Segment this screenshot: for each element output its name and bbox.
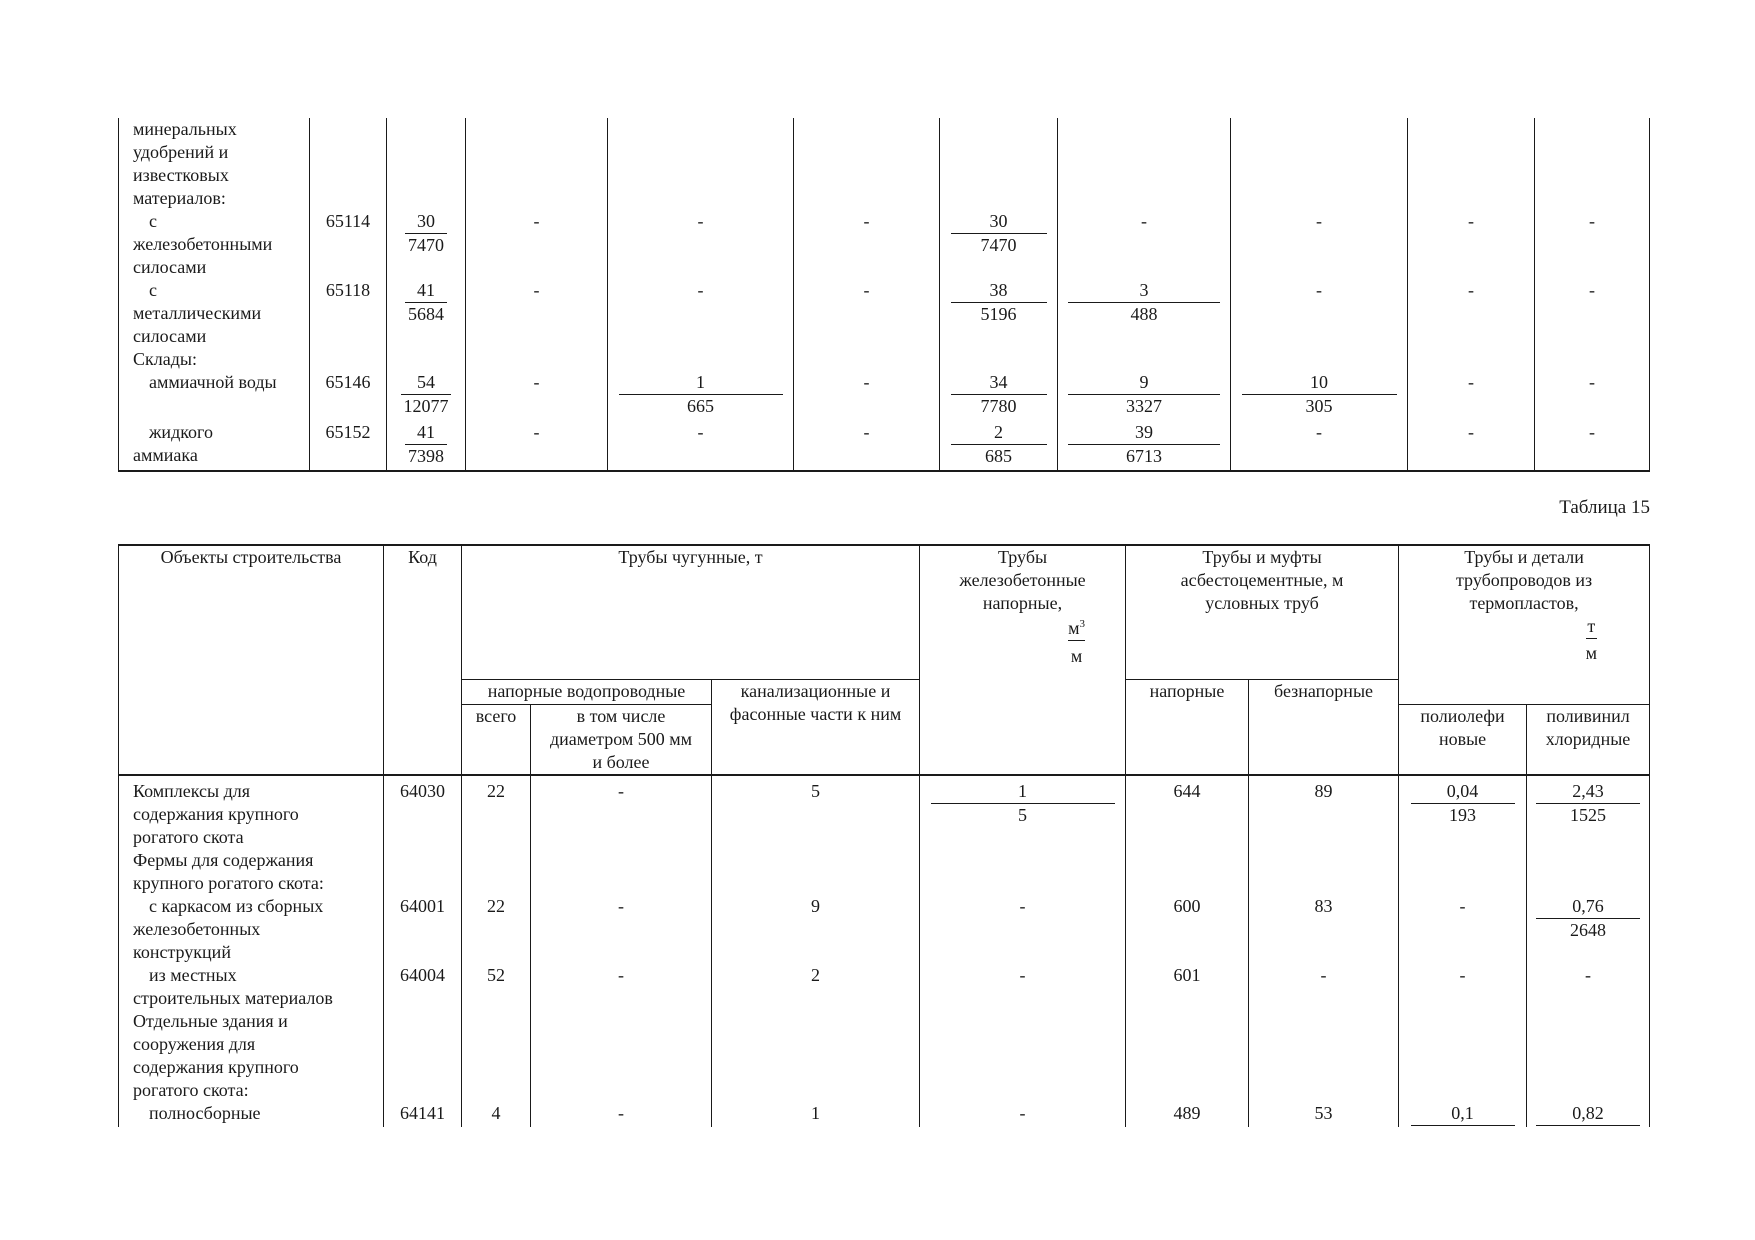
code-cell: 65114 bbox=[310, 210, 387, 279]
row-name: Склады: bbox=[119, 348, 310, 371]
value-cell: - bbox=[466, 371, 608, 421]
table-row bbox=[119, 849, 1650, 895]
table-row bbox=[119, 1102, 1650, 1127]
value-cell: 5 bbox=[712, 775, 920, 849]
row-name: Отдельные здания и сооружения для содержания крупного рогатого скота: bbox=[119, 1010, 384, 1102]
value-cell: - bbox=[1058, 210, 1231, 279]
value-cell: 4 bbox=[462, 1102, 531, 1127]
fraction-cell: 1 665 bbox=[619, 371, 783, 418]
fraction-cell: 9 3327 bbox=[1068, 371, 1220, 418]
fraction-cell: 0,1 bbox=[1411, 1102, 1515, 1126]
header-incl-500: в том числе диаметром 500 мм и более bbox=[531, 704, 712, 775]
table-row bbox=[119, 118, 1650, 210]
header-non-pressure: безнапорные bbox=[1249, 679, 1399, 775]
row-name: с каркасом из сборных железобетонных конструкций bbox=[119, 895, 384, 964]
value-cell: - bbox=[794, 421, 940, 471]
fraction-cell: 34 7780 bbox=[951, 371, 1047, 418]
row-name: полносборные bbox=[119, 1102, 384, 1127]
row-name: Фермы для содержания крупного рогатого скота: bbox=[119, 849, 384, 895]
row-name: минеральных удобрений и известковых материалов: bbox=[119, 118, 310, 210]
value-cell: - bbox=[466, 210, 608, 279]
header-objects: Объекты строительства bbox=[119, 545, 384, 775]
value-cell: - bbox=[1535, 371, 1650, 421]
value-cell: - bbox=[531, 1102, 712, 1127]
code-cell: 64030 bbox=[384, 775, 462, 849]
value-cell: - bbox=[466, 421, 608, 471]
table-row bbox=[119, 775, 1650, 849]
rc-unit: $\frac{м^3}{м}$ bbox=[1068, 618, 1086, 666]
table-row bbox=[119, 895, 1650, 964]
code-cell: 65146 bbox=[310, 371, 387, 421]
value-cell: 601 bbox=[1126, 964, 1249, 1010]
table-row bbox=[119, 1010, 1650, 1102]
header-code: Код bbox=[384, 545, 462, 775]
value-cell: - bbox=[1535, 210, 1650, 279]
value-cell: 2 bbox=[712, 964, 920, 1010]
table-row bbox=[119, 371, 1650, 421]
fraction-cell: 30 7470 bbox=[951, 210, 1047, 257]
value-cell: 600 bbox=[1126, 895, 1249, 964]
value-cell: - bbox=[794, 279, 940, 348]
value-cell: - bbox=[794, 371, 940, 421]
value-cell: - bbox=[608, 210, 794, 279]
value-cell: - bbox=[531, 895, 712, 964]
fraction-cell: 1 5 bbox=[931, 780, 1115, 827]
fraction-cell: 10 305 bbox=[1242, 371, 1397, 418]
row-name: из местных строительных материалов bbox=[119, 964, 384, 1010]
value-cell: 83 bbox=[1249, 895, 1399, 964]
table-row bbox=[119, 348, 1650, 371]
value-cell: 489 bbox=[1126, 1102, 1249, 1127]
fraction-cell: 41 7398 bbox=[405, 421, 447, 468]
value-cell: - bbox=[531, 964, 712, 1010]
value-cell: 1 bbox=[712, 1102, 920, 1127]
fraction-cell: 39 6713 bbox=[1068, 421, 1220, 468]
value-cell: - bbox=[1535, 421, 1650, 471]
code-cell: 64141 bbox=[384, 1102, 462, 1127]
value-cell: - bbox=[1527, 964, 1650, 1010]
code-cell: 64004 bbox=[384, 964, 462, 1010]
value-cell: - bbox=[1399, 964, 1527, 1010]
value-cell: 53 bbox=[1249, 1102, 1399, 1127]
value-cell: 644 bbox=[1126, 775, 1249, 849]
fraction-cell: 54 12077 bbox=[401, 371, 451, 418]
value-cell: - bbox=[1231, 421, 1408, 471]
code-cell: 64001 bbox=[384, 895, 462, 964]
value-cell: - bbox=[1408, 421, 1535, 471]
table-row bbox=[119, 279, 1650, 348]
value-cell: 22 bbox=[462, 895, 531, 964]
continued-table bbox=[118, 118, 1650, 472]
value-cell: - bbox=[1535, 279, 1650, 348]
row-name: с металлическими силосами bbox=[119, 279, 310, 348]
header-pressure-water: напорные водопроводные bbox=[462, 679, 712, 704]
value-cell: 9 bbox=[712, 895, 920, 964]
value-cell: - bbox=[1408, 279, 1535, 348]
value-cell: - bbox=[920, 964, 1126, 1010]
row-name: жидкого аммиака bbox=[119, 421, 310, 471]
value-cell: - bbox=[1249, 964, 1399, 1010]
value-cell: - bbox=[920, 1102, 1126, 1127]
value-cell: - bbox=[1408, 210, 1535, 279]
fraction-cell: 41 5684 bbox=[405, 279, 447, 326]
code-cell: 65152 bbox=[310, 421, 387, 471]
fraction-cell: 0,76 2648 bbox=[1536, 895, 1640, 942]
table-15 bbox=[118, 544, 1650, 1127]
fraction-cell: 3 488 bbox=[1068, 279, 1220, 326]
header-row bbox=[119, 545, 1650, 679]
header-pressure: напорные bbox=[1126, 679, 1249, 775]
value-cell: - bbox=[1399, 895, 1527, 964]
value-cell: - bbox=[531, 775, 712, 849]
table-caption: Таблица 15 bbox=[1559, 497, 1650, 518]
header-pvc: поливинил хлоридные bbox=[1527, 704, 1650, 775]
value-cell: - bbox=[1408, 371, 1535, 421]
fraction-cell: 0,82 bbox=[1536, 1102, 1640, 1126]
row-name: с железобетонными силосами bbox=[119, 210, 310, 279]
fraction-cell: 2 685 bbox=[951, 421, 1047, 468]
header-thermo: Трубы и детали трубопроводов из термопластов, $\frac{т}{м}$ bbox=[1399, 545, 1650, 704]
fraction-cell: 2,43 1525 bbox=[1536, 780, 1640, 827]
row-name: аммиачной воды bbox=[119, 371, 310, 421]
value-cell: - bbox=[794, 210, 940, 279]
table-row bbox=[119, 964, 1650, 1010]
fraction-cell: 30 7470 bbox=[405, 210, 447, 257]
value-cell: - bbox=[608, 421, 794, 471]
fraction-cell: 38 5196 bbox=[951, 279, 1047, 326]
value-cell: - bbox=[1231, 210, 1408, 279]
header-rc-pipes: Трубы железобетонные напорные, $\frac{м^3}{м}$ bbox=[920, 545, 1126, 775]
value-cell: - bbox=[920, 895, 1126, 964]
thermo-unit: $\frac{т}{м}$ bbox=[1585, 616, 1598, 663]
fraction-cell: 0,04 193 bbox=[1411, 780, 1515, 827]
code-cell: 65118 bbox=[310, 279, 387, 348]
value-cell: - bbox=[1231, 279, 1408, 348]
table-row bbox=[119, 210, 1650, 279]
value-cell: 52 bbox=[462, 964, 531, 1010]
header-cast-iron: Трубы чугунные, т bbox=[462, 545, 920, 679]
table-row bbox=[119, 421, 1650, 471]
header-polyolefin: полиолефи новые bbox=[1399, 704, 1527, 775]
row-name: Комплексы для содержания крупного рогатого скота bbox=[119, 775, 384, 849]
value-cell: 22 bbox=[462, 775, 531, 849]
value-cell: - bbox=[466, 279, 608, 348]
header-total: всего bbox=[462, 704, 531, 775]
header-asbestos: Трубы и муфты асбестоцементные, м условных труб bbox=[1126, 545, 1399, 679]
value-cell: 89 bbox=[1249, 775, 1399, 849]
header-sewer: канализационные и фасонные части к ним bbox=[712, 679, 920, 775]
value-cell: - bbox=[608, 279, 794, 348]
